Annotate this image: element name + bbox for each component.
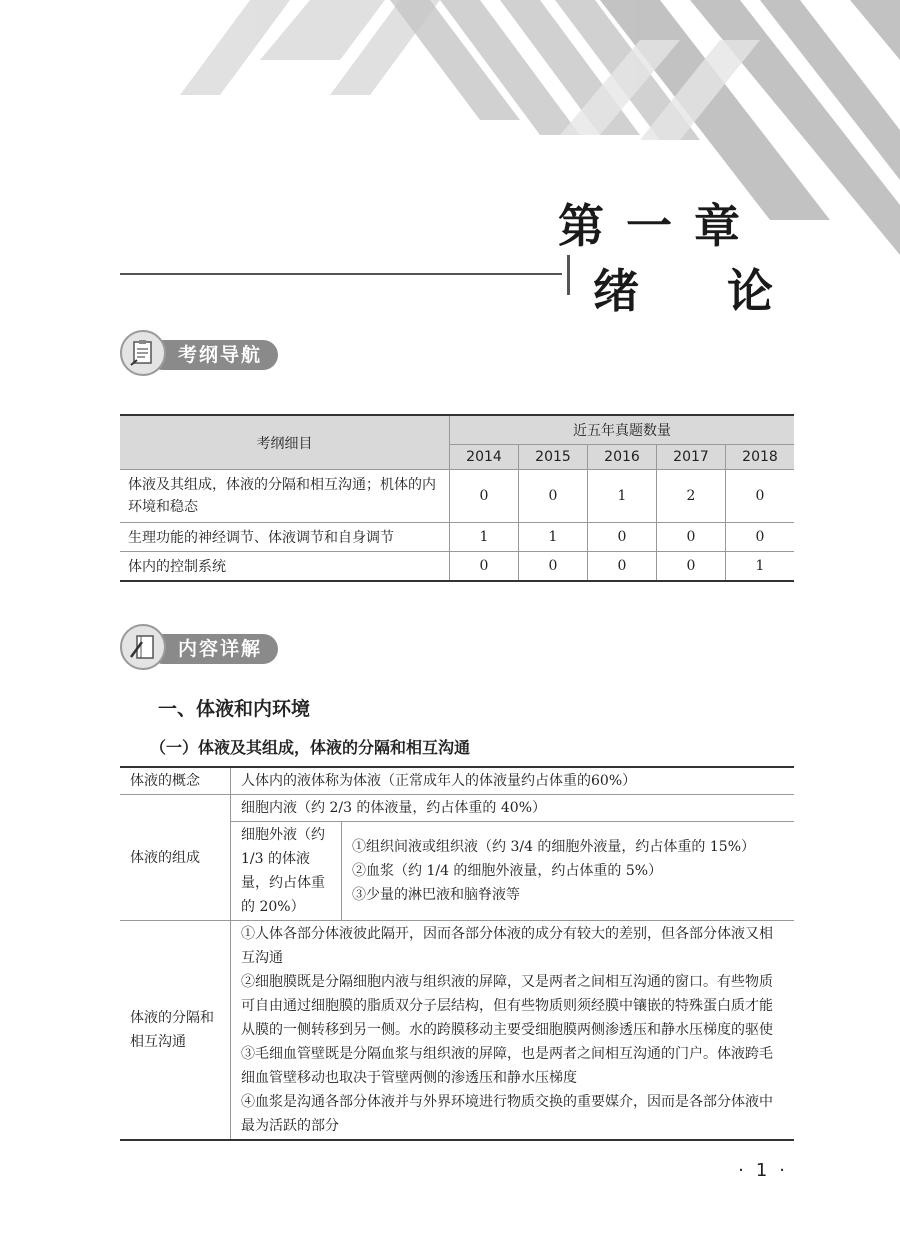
list-item: ③少量的淋巴液和脑脊液等 <box>352 887 520 903</box>
year-header: 2017 <box>657 445 726 470</box>
chapter-name-char-2: 论 <box>727 264 773 318</box>
body-fluid-table <box>120 766 794 1141</box>
row-label: 体液的概念 <box>120 767 231 795</box>
table-row <box>120 767 794 795</box>
list-item: ②细胞膜既是分隔细胞内液与组织液的屏障，又是两者之间相互沟通的窗口。有些物质可自由通过细胞膜的脂质双分子层结构，但有些物质则须经膜中镶嵌的特殊蛋白质才能从膜的一侧转移到另一侧。水的跨膜移动主要受细胞膜两侧渗透压和静水压梯度的驱使 <box>241 974 773 1038</box>
row-label: 体液的分隔和相互沟通 <box>120 921 231 1141</box>
page-number-value: 1 <box>755 1160 780 1181</box>
count-cell: 0 <box>519 470 588 523</box>
list-item: ①组织间液或组织液（约 3/4 的细胞外液量，约占体重的 15%） <box>352 839 755 855</box>
intracellular-fluid: 细胞内液（约 2/3 的体液量，约占体重的 40%） <box>231 795 795 822</box>
chapter-number: 第一章 <box>558 199 762 253</box>
extracellular-fluid: 细胞外液（约 1/3 的体液量，约占体重的 20%） <box>231 822 342 921</box>
syllabus-col-header: 考纲细目 <box>120 415 450 470</box>
year-header: 2016 <box>588 445 657 470</box>
list-item: ①人体各部分体液彼此隔开，因而各部分体液的成分有较大的差别，但各部分体液又相互沟通 <box>241 926 773 966</box>
list-item: ②血浆（约 1/4 的细胞外液量，约占体重的 5%） <box>352 863 663 879</box>
count-cell: 1 <box>450 523 519 552</box>
table-row <box>120 523 794 552</box>
section-heading: 一、体液和内环境 <box>158 698 311 720</box>
count-cell: 1 <box>588 470 657 523</box>
subsection-heading: （一）体液及其组成，体液的分隔和相互沟通 <box>150 738 471 757</box>
page-number <box>738 1160 797 1181</box>
syllabus-table <box>120 414 794 582</box>
count-cell: 0 <box>588 523 657 552</box>
table-row <box>120 795 794 822</box>
syllabus-badge <box>120 330 280 380</box>
title-rule-divider <box>567 255 570 295</box>
chapter-name <box>593 255 773 321</box>
syllabus-item: 体内的控制系统 <box>120 552 450 582</box>
count-cell: 2 <box>657 470 726 523</box>
chapter-name-char-1: 绪 <box>593 264 639 318</box>
count-cell: 0 <box>726 470 795 523</box>
count-cell: 0 <box>657 523 726 552</box>
table-row <box>120 470 794 523</box>
count-cell: 1 <box>726 552 795 582</box>
count-cell: 0 <box>519 552 588 582</box>
content-badge <box>120 624 280 674</box>
notebook-pen-icon <box>128 632 158 662</box>
concept-text: 人体内的液体称为体液（正常成年人的体液量约占体重的60%） <box>231 767 795 795</box>
list-item: ③毛细血管壁既是分隔血浆与组织液的屏障，也是两者之间相互沟通的门户。体液跨毛细血管壁移动也取决于管壁两侧的渗透压和静水压梯度 <box>241 1046 773 1086</box>
separation-points <box>231 921 795 1141</box>
page-dot: · <box>738 1160 756 1181</box>
count-cell: 0 <box>657 552 726 582</box>
count-cell: 0 <box>588 552 657 582</box>
page-dot: · <box>779 1160 797 1181</box>
count-cell: 0 <box>726 523 795 552</box>
table-row <box>120 921 794 1141</box>
count-cell: 1 <box>519 523 588 552</box>
extracellular-items <box>342 822 795 921</box>
title-rule <box>120 273 562 275</box>
year-header: 2014 <box>450 445 519 470</box>
row-label: 体液的组成 <box>120 795 231 921</box>
year-header: 2015 <box>519 445 588 470</box>
clipboard-icon <box>128 338 158 368</box>
syllabus-item: 体液及其组成，体液的分隔和相互沟通；机体的内环境和稳态 <box>120 470 450 523</box>
syllabus-item: 生理功能的神经调节、体液调节和自身调节 <box>120 523 450 552</box>
count-cell: 0 <box>450 552 519 582</box>
table-row <box>120 552 794 582</box>
year-header: 2018 <box>726 445 795 470</box>
syllabus-group-header: 近五年真题数量 <box>450 415 795 445</box>
count-cell: 0 <box>450 470 519 523</box>
list-item: ④血浆是沟通各部分体液并与外界环境进行物质交换的重要媒介，因而是各部分体液中最为活跃的部分 <box>241 1094 773 1134</box>
syllabus-badge-label: 考纲导航 <box>148 340 278 370</box>
content-badge-label: 内容详解 <box>148 634 278 664</box>
